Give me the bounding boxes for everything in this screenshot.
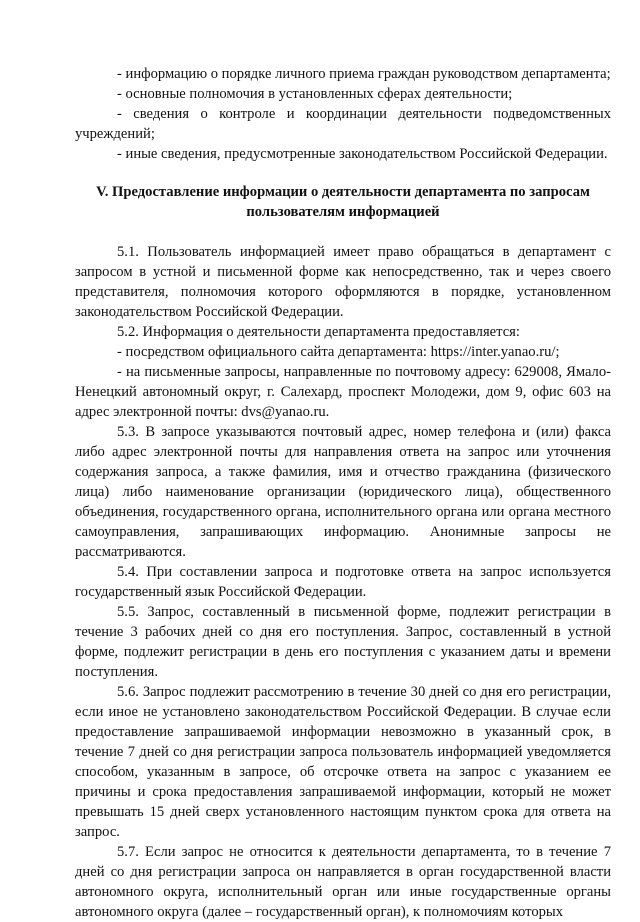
list-item: - иные сведения, предусмотренные законодательством Российской Федерации. xyxy=(117,146,608,162)
section-title-line2: пользователям информацией xyxy=(246,204,440,220)
paragraph-5-1: 5.1. Пользователь информацией имеет право обращаться в департамент с запросом в устной и письменной форме как непосредственно, так и через своего представителя, полномочия которого оформляются в порядке, установленном законодательством Российской Федерации. xyxy=(75,244,611,320)
list-item: - сведения о контроле и координации деятельности подведомственных учреждений; xyxy=(75,106,611,142)
section-title-line1: V. Предоставление информации о деятельности департамента по запросам xyxy=(96,184,590,200)
list-item: - информацию о порядке личного приема граждан руководством департамента; xyxy=(117,66,611,82)
section-heading xyxy=(75,182,611,222)
paragraph-site: - посредством официального сайта департамента: https://inter.yanao.ru/; xyxy=(117,344,560,360)
paragraph-5-2: 5.2. Информация о деятельности департамента предоставляется: xyxy=(117,324,520,340)
paragraph-mail: - на письменные запросы, направленные по почтовому адресу: 629008, Ямало-Ненецкий автономный округ, г. Салехард, проспект Молодежи, дом 9, офис 603 на адрес электронной почты: dvs@yanao.ru. xyxy=(75,364,611,420)
paragraph-5-4: 5.4. При составлении запроса и подготовке ответа на запрос используется государственный язык Российской Федерации. xyxy=(75,564,611,600)
paragraph-5-3: 5.3. В запросе указываются почтовый адрес, номер телефона и (или) факса либо адрес электронной почты для направления ответа на запрос или уточнения содержания запроса, а также фамилия, имя и отчество гражданина (физического лица) либо наименование организации (юридического лица), общественного объединения, государственного органа, исполнительного органа или органа местного самоуправления, запрашивающих информацию. Анонимные запросы не рассматриваются. xyxy=(75,424,611,560)
paragraph-5-5: 5.5. Запрос, составленный в письменной форме, подлежит регистрации в течение 3 рабочих дней со дня его поступления. Запрос, составленный в устной форме, подлежит регистрации в день его поступления с указанием даты и времени поступления. xyxy=(75,604,611,680)
paragraph-5-6: 5.6. Запрос подлежит рассмотрению в течение 30 дней со дня его регистрации, если иное не установлено законодательством Российской Федерации. В случае если предоставление запрашиваемой информации невозможно в указанный срок, в течение 7 дней со дня регистрации запроса пользователь информацией уведомляется способом, указанным в запросе, об отсрочке ответа на запрос с указанием ее причины и срока предоставления запрашиваемой информации, который не может превышать 15 дней сверх установленного настоящим пунктом срока для ответа на запрос. xyxy=(75,684,611,840)
section-body xyxy=(75,242,611,922)
paragraph-5-7: 5.7. Если запрос не относится к деятельности департамента, то в течение 7 дней со дня регистрации запроса он направляется в орган государственной власти автономного округа, исполнительный орган или иные государственные органы автономного округа (далее – государственный орган), к полномочиям которых xyxy=(75,844,611,920)
list-top xyxy=(75,64,611,164)
list-item: - основные полномочия в установленных сферах деятельности; xyxy=(117,86,513,102)
